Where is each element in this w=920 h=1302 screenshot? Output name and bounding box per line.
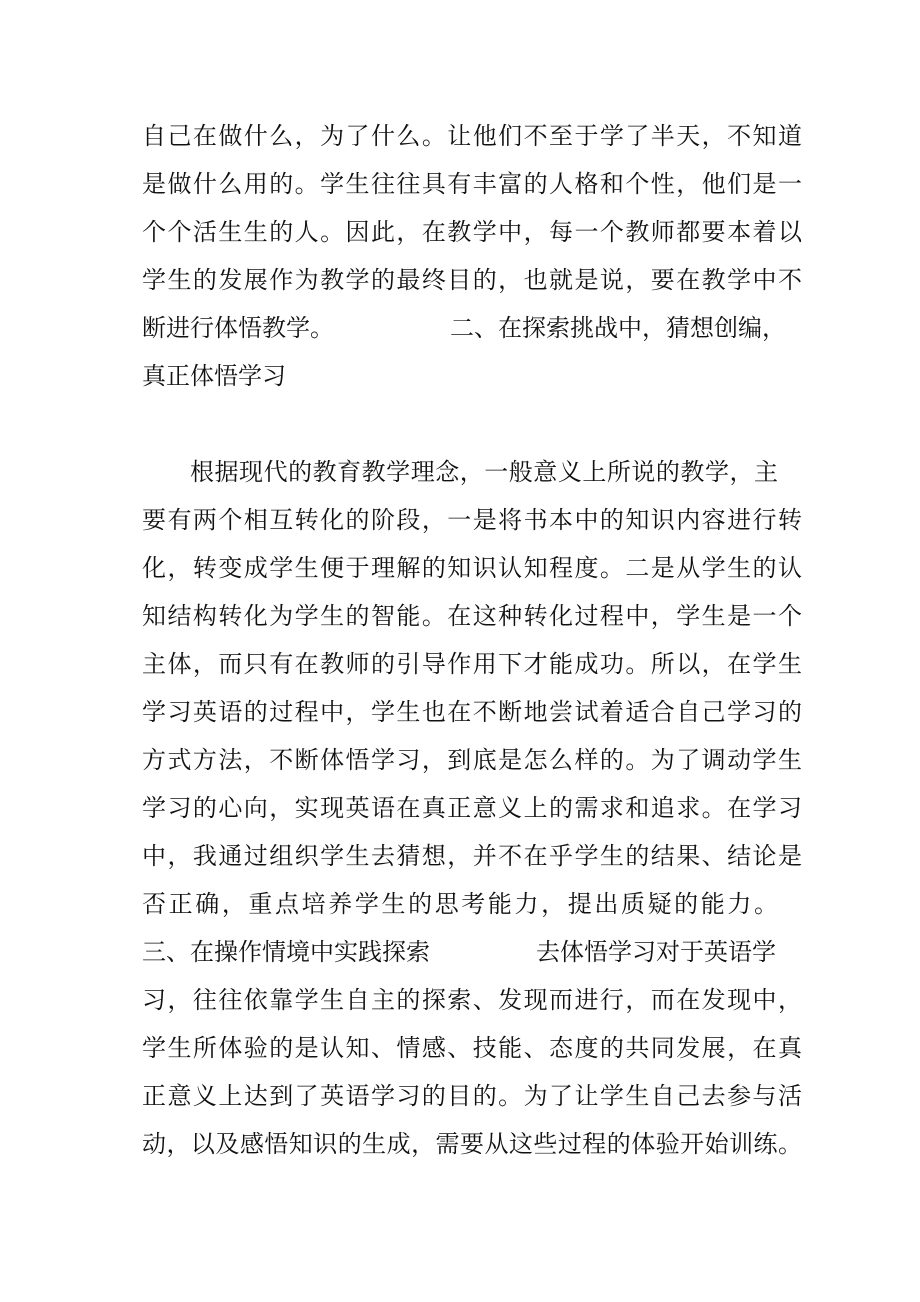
paragraph-line: 正意义上达到了英语学习的目的。为了让学生自己去参与活: [142, 1082, 802, 1110]
paragraph-line-with-heading: [142, 304, 802, 352]
paragraph-line: 主体，而只有在教师的引导作用下才能成功。所以，在学生: [142, 650, 802, 678]
paragraph-line: 学生所体验的是认知、情感、技能、态度的共同发展，在真: [142, 1034, 802, 1062]
paragraph-line: 化，转变成学生便于理解的知识认知程度。二是从学生的认: [142, 554, 802, 582]
section-heading-2: 二、在探索挑战中，猜想创编，: [450, 314, 786, 342]
paragraph-line: 否正确，重点培养学生的思考能力，提出质疑的能力。: [142, 890, 778, 918]
paragraph-line: 学生的发展作为教学的最终目的，也就是说，要在教学中不: [142, 266, 802, 294]
paragraph-text: 断进行体悟教学。: [142, 314, 334, 342]
paragraph-line: 要有两个相互转化的阶段，一是将书本中的知识内容进行转: [142, 506, 802, 534]
paragraph-text: 去体悟学习对于英语学: [536, 938, 776, 966]
paragraph-line: 习，往往依靠学生自主的探索、发现而进行，而在发现中，: [142, 986, 802, 1014]
section-heading-2-continued: 真正体悟学习: [142, 362, 286, 390]
paragraph-line: 个个活生生的人。因此，在教学中，每一个教师都要本着以: [142, 218, 802, 246]
paragraph-line: 方式方法，不断体悟学习，到底是怎么样的。为了调动学生: [142, 746, 802, 774]
paragraph-line-indented: 根据现代的教育教学理念，一般意义上所说的教学，主: [190, 458, 778, 486]
paragraph-line: 是做什么用的。学生往往具有丰富的人格和个性，他们是一: [142, 170, 802, 198]
paragraph-line: 知结构转化为学生的智能。在这种转化过程中，学生是一个: [142, 602, 802, 630]
section-heading-3: 三、在操作情境中实践探索: [142, 938, 430, 966]
paragraph-line: 动，以及感悟知识的生成，需要从这些过程的体验开始训练。: [142, 1130, 802, 1158]
paragraph-line: 中，我通过组织学生去猜想，并不在乎学生的结果、结论是: [142, 842, 802, 870]
paragraph-line-with-heading: [142, 928, 802, 976]
paragraph-line: 自己在做什么，为了什么。让他们不至于学了半天，不知道: [142, 122, 802, 150]
paragraph-line: 学习英语的过程中，学生也在不断地尝试着适合自己学习的: [142, 698, 802, 726]
paragraph-line: 学习的心向，实现英语在真正意义上的需求和追求。在学习: [142, 794, 802, 822]
